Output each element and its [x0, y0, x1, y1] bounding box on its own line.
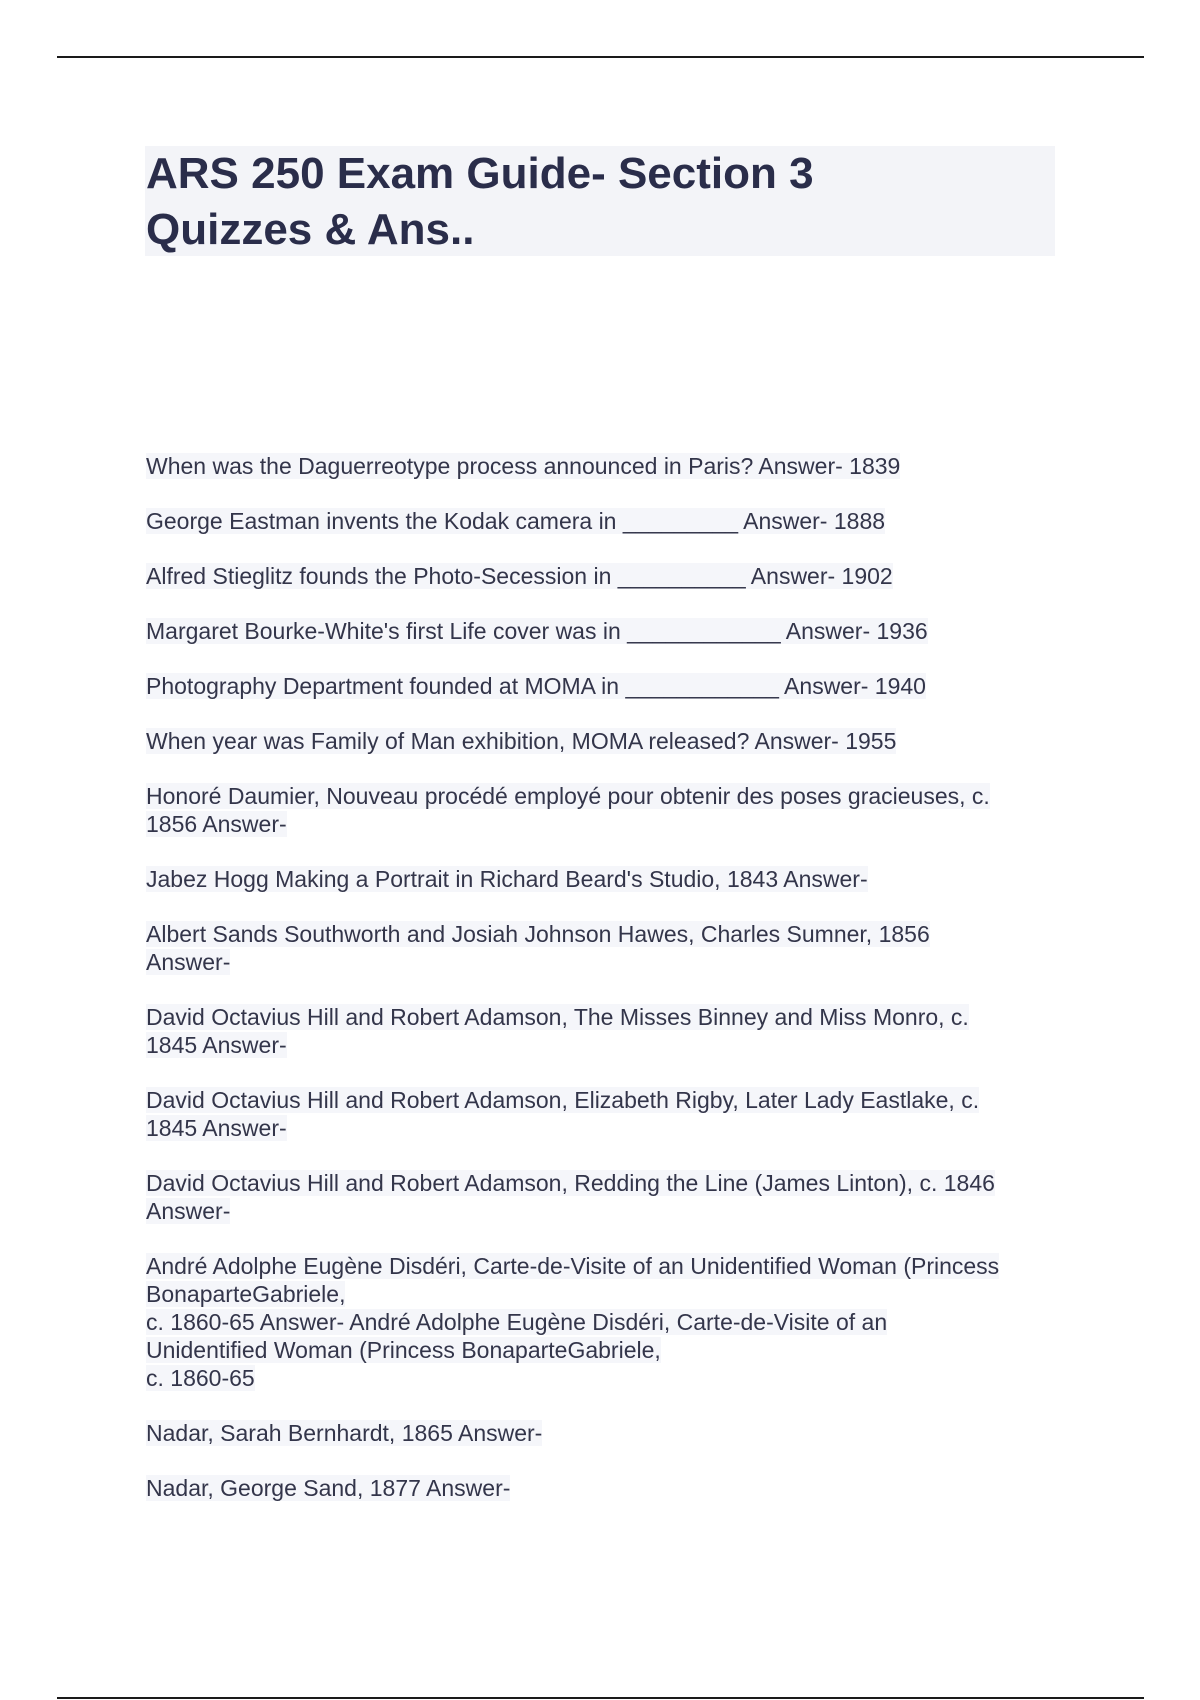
question-list — [146, 452, 1066, 1529]
question-item-11: David Octavius Hill and Robert Adamson, Elizabeth Rigby, Later Lady Eastlake, c. 1845 Answer- — [146, 1087, 980, 1141]
question-item-14: Nadar, Sarah Bernhardt, 1865 Answer- — [146, 1420, 543, 1446]
question-item-6: When year was Family of Man exhibition, MOMA released? Answer- 1955 — [146, 728, 897, 754]
question-item-9: Albert Sands Southworth and Josiah Johnson Hawes, Charles Sumner, 1856 Answer- — [146, 921, 930, 975]
question-item-5: Photography Department founded at MOMA in ____________ Answer- 1940 — [146, 673, 926, 699]
question-item-4: Margaret Bourke-White's first Life cover was in ____________ Answer- 1936 — [146, 618, 928, 644]
question-item-2: George Eastman invents the Kodak camera in _________ Answer- 1888 — [146, 508, 886, 534]
bottom-rule — [57, 1697, 1144, 1699]
document-title: ARS 250 Exam Guide- Section 3 Quizzes & Ans.. — [146, 149, 814, 254]
top-rule — [57, 56, 1144, 58]
question-item-10: David Octavius Hill and Robert Adamson, The Misses Binney and Miss Monro, c. 1845 Answer- — [146, 1004, 969, 1058]
question-item-12: David Octavius Hill and Robert Adamson, Redding the Line (James Linton), c. 1846 Answer- — [146, 1170, 995, 1224]
question-item-8: Jabez Hogg Making a Portrait in Richard Beard's Studio, 1843 Answer- — [146, 866, 868, 892]
question-item-7: Honoré Daumier, Nouveau procédé employé pour obtenir des poses gracieuses, c. 1856 Answer- — [146, 783, 990, 837]
question-item-1: When was the Daguerreotype process announced in Paris? Answer- 1839 — [146, 453, 901, 479]
question-item-13: André Adolphe Eugène Disdéri, Carte-de-Visite of an Unidentified Woman (Princess BonaparteGabriele, c. 1860-65 Answer- André Adolphe Eugène Disdéri, Carte-de-Visite of an Unidentified Woman (Princess BonaparteGabriele, c. 1860-65 — [146, 1253, 1000, 1391]
question-item-3: Alfred Stieglitz founds the Photo-Secession in __________ Answer- 1902 — [146, 563, 893, 589]
question-item-15: Nadar, George Sand, 1877 Answer- — [146, 1475, 511, 1501]
